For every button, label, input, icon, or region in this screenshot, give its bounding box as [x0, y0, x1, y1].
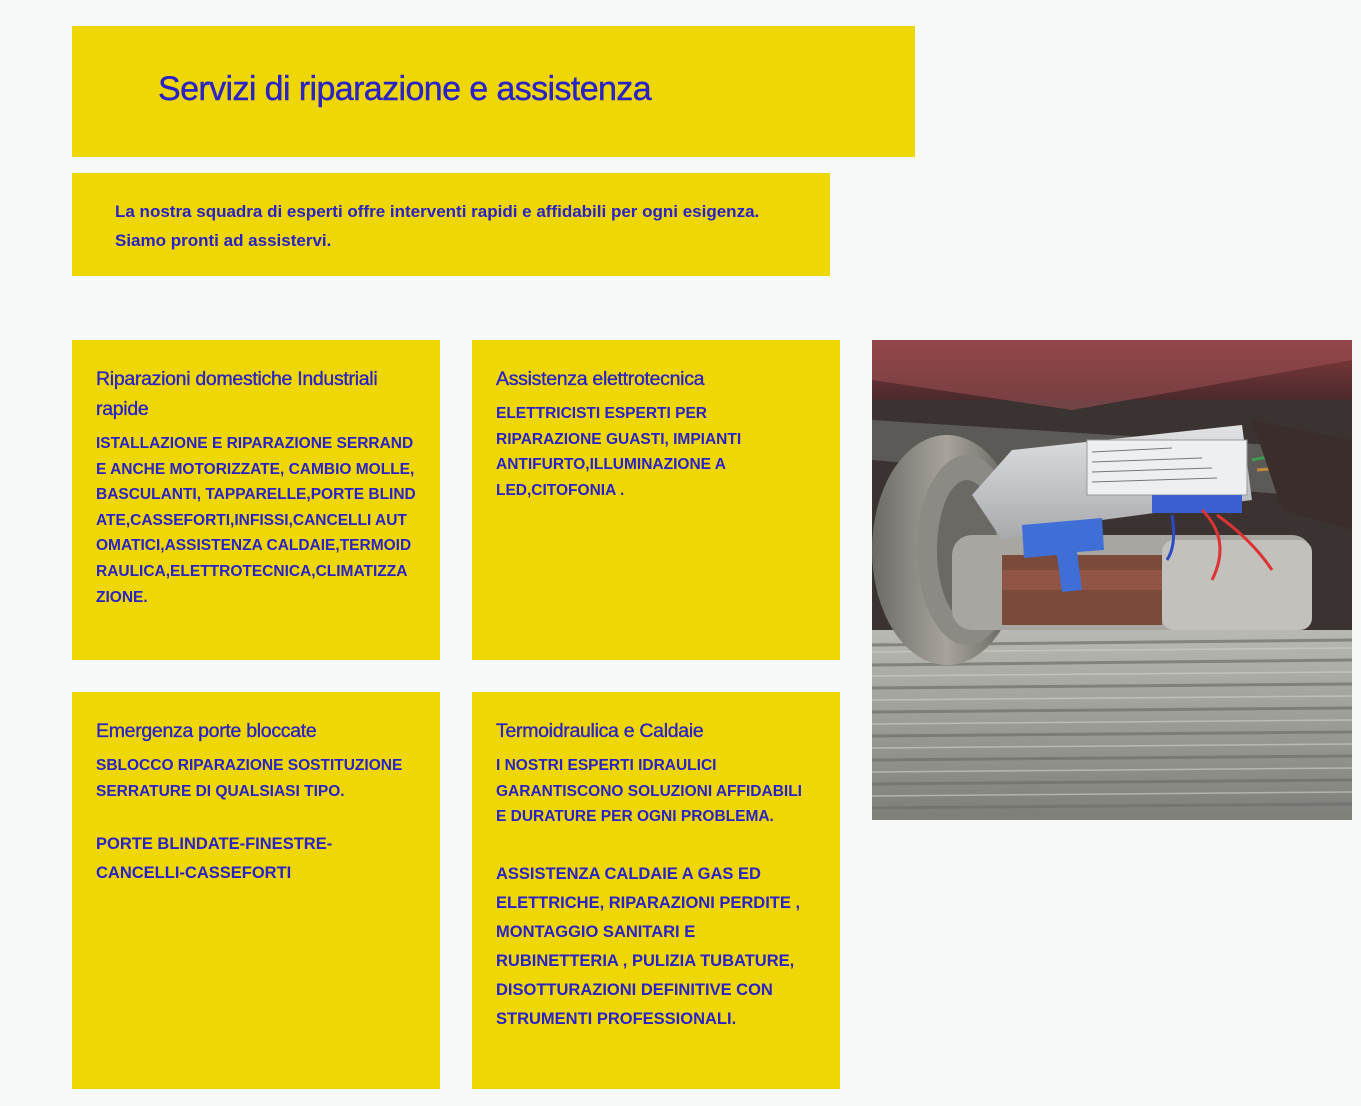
service-card-emergenza-porte [72, 692, 440, 1089]
service-card-text: PORTE BLINDATE-FINESTRE-CANCELLI-CASSEFORTI [96, 835, 333, 883]
intro-banner [72, 173, 830, 276]
service-card-text: ISTALLAZIONE E RIPARAZIONE SERRANDE ANCHE MOTORIZZATE, CAMBIO MOLLE,BASCULANTI, TAPPARELLE,PORTE BLINDATE,CASSEFORTI,INFISSI,CANCELLI AUTOMATICI,ASSISTENZA CALDAIE,TERMOIDRAULICA,ELETTROTECNICA,CLIMATIZZAZIONE. [96, 435, 416, 606]
paragraph-spacer [96, 804, 416, 830]
paragraph-spacer [496, 830, 816, 860]
service-card-title: Emergenza porte bloccate [96, 720, 317, 742]
header-banner [72, 26, 915, 157]
service-card-title: Riparazioni domestiche Industriali rapide [96, 368, 378, 420]
service-card-text: ASSISTENZA CALDAIE A GAS ED ELETTRICHE, RIPARAZIONI PERDITE , MONTAGGIO SANITARI E RUBINETTERIA , PULIZIA TUBATURE, DISOTTURAZIONI DEFINITIVE CON STRUMENTI PROFESSIONALI. [496, 864, 801, 1028]
service-card-termoidraulica [472, 692, 840, 1089]
page-title: Servizi di riparazione e assistenza [158, 70, 652, 108]
service-card-text: ELETTRICISTI ESPERTI PER RIPARAZIONE GUASTI, IMPIANTI ANTIFURTO,ILLUMINAZIONE A LED,CITOFONIA . [496, 405, 742, 499]
service-card-riparazioni [72, 340, 440, 660]
service-card-title: Assistenza elettrotecnica [496, 368, 705, 390]
shutter-motor-photo [872, 340, 1352, 820]
service-card-elettrotecnica [472, 340, 840, 660]
service-card-title: Termoidraulica e Caldaie [496, 720, 704, 742]
intro-text: La nostra squadra di esperti offre interventi rapidi e affidabili per ogni esigenza. Siamo pronti ad assistervi. [115, 202, 760, 250]
service-card-text: SBLOCCO RIPARAZIONE SOSTITUZIONE SERRATURE DI QUALSIASI TIPO. [96, 757, 403, 800]
service-card-text: I NOSTRI ESPERTI IDRAULICI GARANTISCONO SOLUZIONI AFFIDABILI E DURATURE PER OGNI PROBLEMA. [496, 757, 802, 826]
